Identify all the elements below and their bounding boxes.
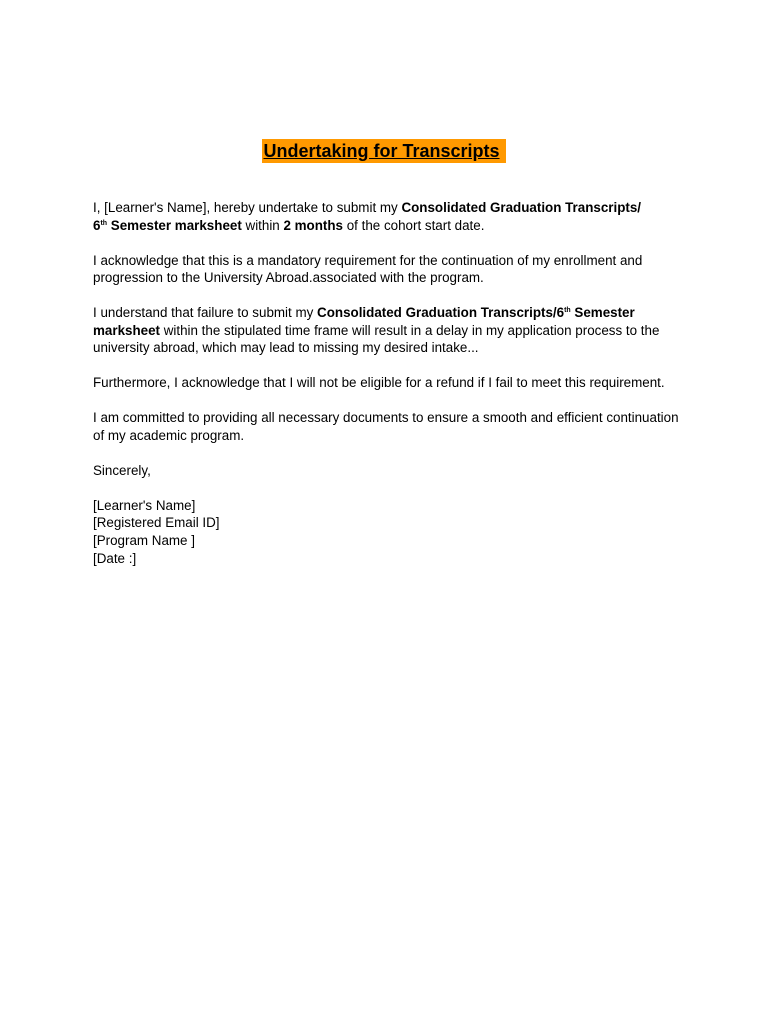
body-paragraph — [93, 304, 683, 357]
paragraph-segment: 2 months — [283, 217, 344, 233]
document-body — [93, 199, 683, 585]
paragraph-list — [93, 199, 683, 479]
signature-email: [Registered Email ID] — [93, 515, 220, 531]
signature-program: [Program Name ] — [93, 533, 195, 549]
body-paragraph — [93, 199, 683, 234]
body-paragraph — [93, 252, 683, 287]
paragraph-segment: Furthermore, I acknowledge that I will not be eligible for a refund if I fail to meet this requirement. — [93, 375, 665, 391]
paragraph-segment: Semester marksheet — [107, 217, 242, 233]
paragraph-segment: 6 — [93, 217, 101, 233]
body-paragraph — [93, 374, 683, 392]
paragraph-segment: I acknowledge that this is a mandatory requirement for the continuation of my enrollment and progression to the University Abroad.associated with the program. — [93, 252, 643, 286]
title-container — [0, 139, 768, 163]
signature-learner-name: [Learner's Name] — [93, 497, 196, 513]
document-title: Undertaking for Transcripts — [262, 139, 505, 163]
paragraph-segment: th — [564, 307, 571, 315]
paragraph-segment: I am committed to providing all necessary documents to ensure a smooth and efficient continuation of my academic program. — [93, 410, 679, 443]
paragraph-segment: of the cohort start date. — [343, 217, 485, 233]
paragraph-segment: within — [241, 217, 284, 233]
paragraph-segment: Consolidated Graduation Transcripts/6 — [317, 305, 565, 321]
paragraph-segment: th — [100, 219, 108, 227]
body-paragraph — [93, 462, 683, 480]
paragraph-segment: Sincerely, — [93, 462, 151, 478]
signature-block — [93, 497, 683, 567]
paragraph-segment: Semester marksheet — [93, 305, 635, 338]
paragraph-segment: Consolidated Graduation Transcripts/ — [401, 200, 642, 215]
signature-date: [Date :] — [93, 550, 137, 566]
paragraph-segment: within the stipulated time frame will result in a delay in my application process to the university abroad, which may lead to missing my desired intake... — [93, 322, 660, 356]
paragraph-segment: I, [Learner's Name], hereby undertake to submit my — [93, 200, 402, 215]
paragraph-segment: I understand that failure to submit my — [93, 305, 318, 321]
body-paragraph — [93, 409, 683, 444]
